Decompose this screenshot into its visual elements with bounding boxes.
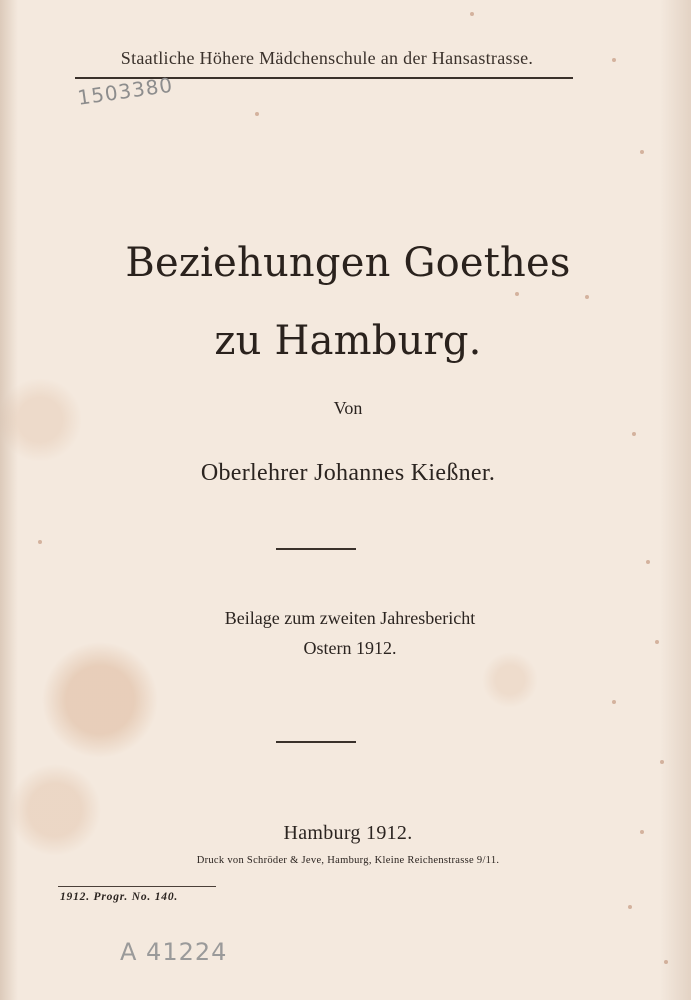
title-line-2: zu Hamburg.	[214, 318, 482, 364]
divider-1	[276, 548, 356, 550]
pencil-note-top: 1503380	[76, 72, 175, 110]
supplement-line-2: Ostern 1912.	[303, 638, 397, 658]
by-label: Von	[333, 398, 363, 418]
pencil-note-bottom: A 41224	[120, 938, 228, 966]
printer-line: Druck von Schröder & Jeve, Hamburg, Kleine Reichenstrasse 9/11.	[196, 855, 500, 866]
supplement-line-1: Beilage zum zweiten Jahresbericht	[224, 608, 476, 628]
program-number: 1912. Progr. No. 140.	[60, 891, 179, 903]
author: Oberlehrer Johannes Kießner.	[200, 460, 496, 486]
place-year: Hamburg 1912.	[283, 822, 413, 844]
program-rule	[58, 886, 216, 887]
divider-2	[276, 741, 356, 743]
school-header: Staatliche Höhere Mädchenschule an der Hansastrasse.	[120, 48, 534, 68]
title-line-1: Beziehungen Goethes	[125, 240, 571, 286]
